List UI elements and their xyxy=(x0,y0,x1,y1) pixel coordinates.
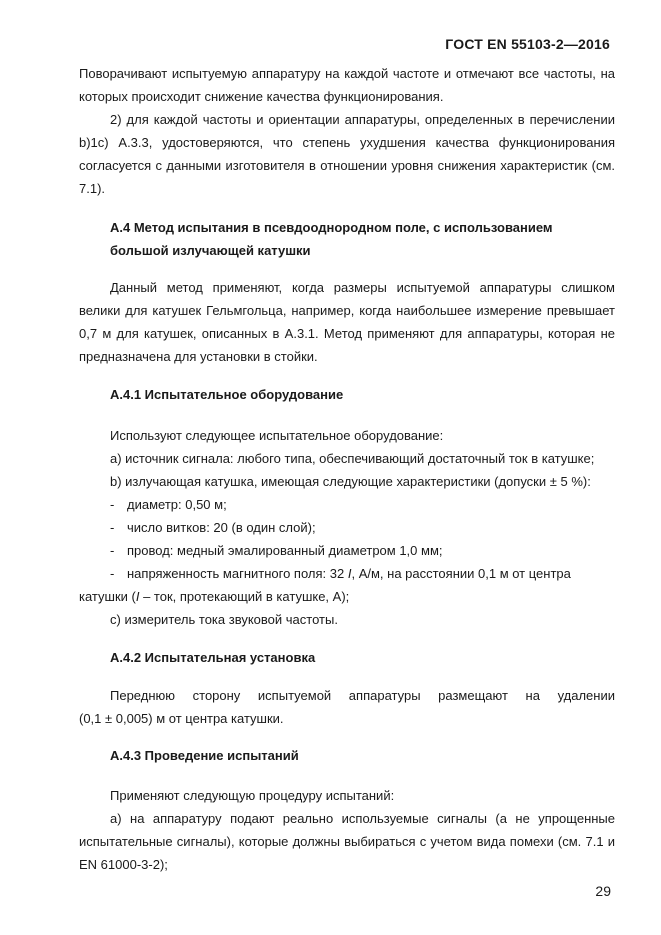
list-item-b: b) излучающая катушка, имеющая следующие характеристики (допуски ± 5 %): xyxy=(110,474,591,489)
dash-mark: - xyxy=(110,520,115,535)
section-a41-heading: А.4.1 Испытательное оборудование xyxy=(110,387,344,402)
dash-text: провод: медный эмалированный диаметром 1,0 мм; xyxy=(127,543,443,558)
section-a42-heading: А.4.2 Испытательная установка xyxy=(110,650,316,665)
dash-item-turns xyxy=(110,516,316,539)
dash-text: число витков: 20 (в один слой); xyxy=(127,520,316,535)
paragraph-intro-2: 2) для каждой частоты и ориентации аппаратуры, определенных в перечислении b)1с) А.3.3, удостоверяются, что степень ухудшения качества функционирования согласуется с данными изготовителя в отношении уровня снижения характеристик (см. 7.1). xyxy=(79,112,615,196)
section-a42-line2: (0,1 ± 0,005) м от центра катушки. xyxy=(79,711,284,726)
dash-item-field-strength xyxy=(110,562,571,585)
dash-text-pre: напряженность магнитного поля: 32 xyxy=(127,566,348,581)
standard-code-header: ГОСТ EN 55103-2—2016 xyxy=(445,36,610,52)
cont-text-pre: катушки ( xyxy=(79,589,136,604)
section-a4-heading-line2: большой излучающей катушки xyxy=(110,243,311,258)
section-a43-lead: Применяют следующую процедуру испытаний: xyxy=(110,788,395,803)
dash-item-wire xyxy=(110,539,443,562)
dash-text-post: , А/м, на расстоянии 0,1 м от центра xyxy=(351,566,571,581)
section-a42-line1: Переднюю сторону испытуемой аппаратуры размещают на удалении xyxy=(110,688,615,703)
dash-text: диаметр: 0,50 м; xyxy=(127,497,227,512)
dash-mark: - xyxy=(110,566,115,581)
page-number: 29 xyxy=(595,883,611,899)
dash-mark: - xyxy=(110,543,115,558)
section-a41-lead: Используют следующее испытательное оборудование: xyxy=(110,428,444,443)
list-item-a: a) источник сигнала: любого типа, обеспечивающий достаточный ток в катушке; xyxy=(110,451,595,466)
section-a43-heading: А.4.3 Проведение испытаний xyxy=(110,748,299,763)
section-a43-item-a: а) на аппаратуру подают реально используемые сигналы (а не упрощенные испытательные сигналы), которые должны выбираться с учетом вида помехи (см. 7.1 и EN 61000-3-2); xyxy=(79,811,615,872)
section-a4-paragraph: Данный метод применяют, когда размеры испытуемой аппаратуры слишком велики для катушек Гельмгольца, например, когда наибольшее измерение превышает 0,7 м для катушек, описанных в А.3.1. Метод применяют для аппаратуры, которая не предназначена для установки в стойки. xyxy=(79,280,615,364)
section-a4-heading-line1: А.4 Метод испытания в псевдооднородном поле, с использованием xyxy=(110,220,553,235)
paragraph-intro-1: Поворачивают испытуемую аппаратуру на каждой частоте и отмечают все частоты, на которых происходит снижение качества функционирования. xyxy=(79,66,615,104)
list-item-c: c) измеритель тока звуковой частоты. xyxy=(110,612,338,627)
current-variable: I xyxy=(135,589,140,604)
dash-item-diameter xyxy=(110,493,227,516)
dash-item-field-strength-cont xyxy=(79,585,349,608)
cont-text-post: – ток, протекающий в катушке, А); xyxy=(139,589,350,604)
dash-mark: - xyxy=(110,497,115,512)
current-variable: I xyxy=(347,566,352,581)
